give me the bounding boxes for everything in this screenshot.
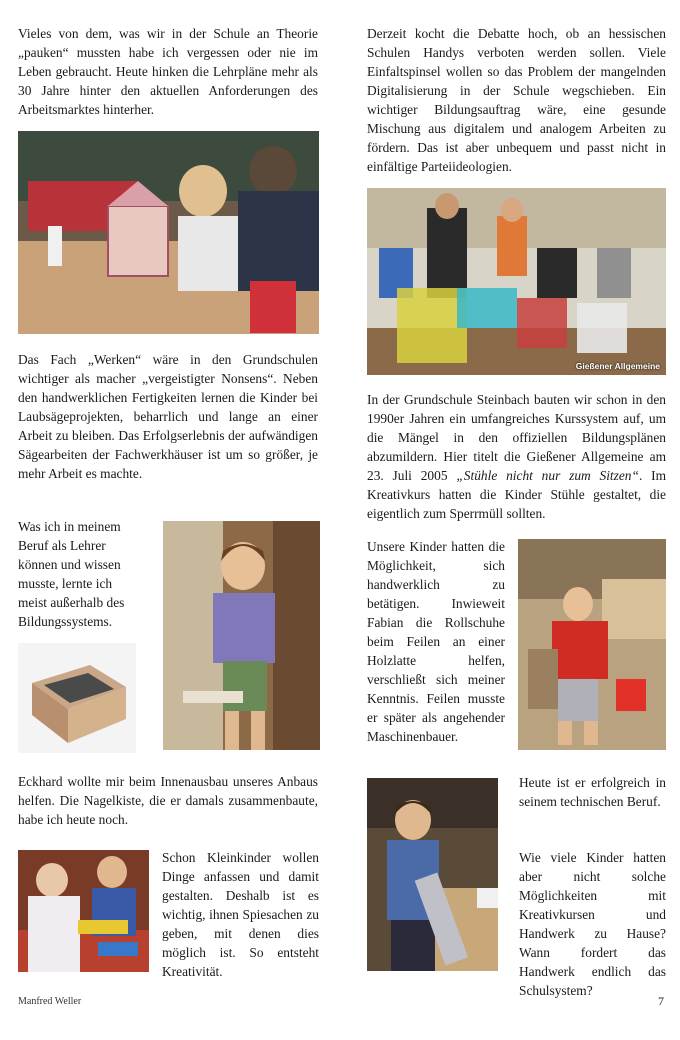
photo-newspaper-chairs xyxy=(367,188,666,375)
steinbach-text-2: . Im Kreativkurs hatten die Kinder Stühle gestaltet, die eigentlich zum Sperrmüll sollten. xyxy=(367,468,666,521)
paragraph-fabian: Unsere Kinder hatten die Möglichkeit, sich handwerklich zu betätigen. Inwieweit Fabian die Rollschuhe beim Feilen an einer Holzlatte helfen, verschließt sich meiner Kenntnis. Feilen musste er später als angehender Maschinenbauer. xyxy=(367,539,505,744)
paragraph-erfolgreich: Heute ist er erfolgreich in seinem technischen Beruf. xyxy=(519,775,666,809)
newspaper-headline: „Stühle nicht nur zum Sitzen“ xyxy=(456,468,639,483)
paragraph-werken: Das Fach „Werken“ wäre in den Grundschulen wichtiger als macher „vergeistigter Nonsens“. Neben den handwerklichen Fertigkeiten lernen die Kinder bei Laubsägeprojekten, beharrlich und lange an einer Arbeit zu bleiben. Das Erfolgserlebnis der aufwändigen Sägearbeiten der Fachwerkhäuser ist um so größer, je mehr Arbeit es machte. xyxy=(18,352,318,481)
paragraph-intro: Vieles von dem, was wir in der Schule an Theorie „pauken“ mussten habe ich vergessen oder nie im Leben gebraucht. Heute hinken die Lehrpläne mehr als 30 Jahre hinter den aktuellen Anforderungen des Arbeitsmarktes hinterher. xyxy=(18,26,318,117)
photo-credit: Gießener Allgemeine xyxy=(575,361,660,371)
footer-author: Manfred Weller xyxy=(18,996,82,1007)
paragraph-eckhard: Eckhard wollte mir beim Innenausbau unseres Anbaus helfen. Die Nagelkiste, die er damals zusammenbaute, habe ich heute noch. xyxy=(18,774,318,827)
photo-children-woodwork-houses xyxy=(18,131,319,334)
page-number: 7 xyxy=(658,994,664,1008)
photo-child-eckhard xyxy=(163,521,320,750)
paragraph-steinbach xyxy=(367,390,666,523)
paragraph-kleinkinder: Schon Kleinkinder wollen Dinge anfassen und damit gestalten. Deshalb ist es wichtig, ihnen Spiesachen zu geben, mit denen dies möglich ist. So entsteht Kreativität. xyxy=(162,850,319,979)
photo-fabian-filing xyxy=(518,539,666,750)
photo-nail-box xyxy=(18,643,136,753)
photo-toddlers-playing xyxy=(18,850,149,972)
paragraph-debatte: Derzeit kocht die Debatte hoch, ob an hessischen Schulen Handys verboten werden sollen. Viele Einfaltspinsel wollen so das Problem der mangelnden Digitalisierung in der Schule wegschieben. Ein wichtiger Bildungsauftrag wäre, eine gesunde Mischung aus digitalem und analogem Arbeiten zu fördern. Das ist aber unbequem und passt nicht in einfältige Parteiideologien. xyxy=(367,26,666,174)
paragraph-frage: Wie viele Kinder hatten aber nicht solche Möglichkeiten mit Kreativkursen und Handwerk zu Hause? Wann fordert das Handwerk endlich das Schulsystem? xyxy=(519,850,666,998)
steinbach-text-1: In der Grundschule Steinbach bauten wir schon in den 1990er Jahren ein umfangreiches Kurssystem auf, um die Mängel in den offiziellen Bildungsplänen abzumildern. Hier titelt die Gießener Allgemeine am 23. Juli 2005 xyxy=(367,392,666,483)
photo-boy-workshop xyxy=(367,778,498,971)
paragraph-lehrer: Was ich in meinem Beruf als Lehrer können und wissen musste, lernte ich meist außerhalb des Bildungssystems. xyxy=(18,519,125,629)
